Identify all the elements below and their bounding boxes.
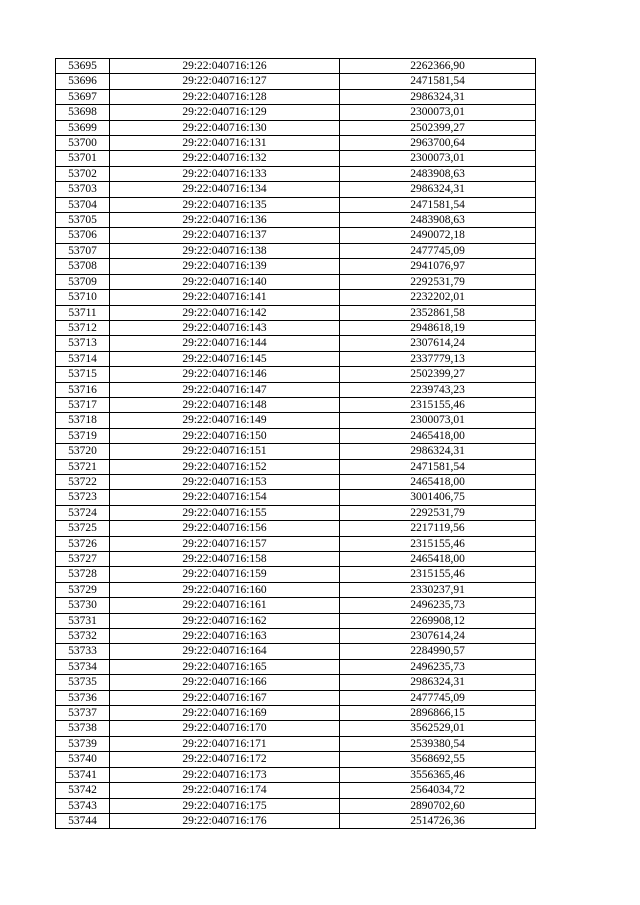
cadastral-number-cell: 29:22:040716:136: [110, 213, 340, 228]
value-cell: 2890702,60: [340, 798, 536, 813]
row-number-cell: 53742: [56, 783, 110, 798]
value-cell: 2307614,24: [340, 629, 536, 644]
value-cell: 2496235,73: [340, 598, 536, 613]
row-number-cell: 53740: [56, 752, 110, 767]
cadastral-number-cell: 29:22:040716:161: [110, 598, 340, 613]
table-row: [56, 59, 536, 74]
value-cell: 2483908,63: [340, 166, 536, 181]
cadastral-number-cell: 29:22:040716:164: [110, 644, 340, 659]
value-cell: 2262366,90: [340, 59, 536, 74]
row-number-cell: 53739: [56, 736, 110, 751]
table-row: [56, 290, 536, 305]
row-number-cell: 53701: [56, 151, 110, 166]
row-number-cell: 53737: [56, 706, 110, 721]
row-number-cell: 53734: [56, 659, 110, 674]
cadastral-number-cell: 29:22:040716:146: [110, 367, 340, 382]
row-number-cell: 53706: [56, 228, 110, 243]
value-cell: 2315155,46: [340, 397, 536, 412]
row-number-cell: 53735: [56, 675, 110, 690]
value-cell: 2239743,23: [340, 382, 536, 397]
value-cell: 3562529,01: [340, 721, 536, 736]
table-row: [56, 613, 536, 628]
cadastral-number-cell: 29:22:040716:140: [110, 274, 340, 289]
cadastral-number-cell: 29:22:040716:126: [110, 59, 340, 74]
value-cell: 2986324,31: [340, 444, 536, 459]
row-number-cell: 53699: [56, 120, 110, 135]
table-row: [56, 305, 536, 320]
cadastral-number-cell: 29:22:040716:171: [110, 736, 340, 751]
row-number-cell: 53696: [56, 74, 110, 89]
value-cell: 2300073,01: [340, 413, 536, 428]
cadastral-number-cell: 29:22:040716:144: [110, 336, 340, 351]
row-number-cell: 53741: [56, 767, 110, 782]
value-cell: 2352861,58: [340, 305, 536, 320]
value-cell: 3001406,75: [340, 490, 536, 505]
value-cell: 3568692,55: [340, 752, 536, 767]
value-cell: 2502399,27: [340, 120, 536, 135]
table-row: [56, 813, 536, 828]
row-number-cell: 53702: [56, 166, 110, 181]
cadastral-number-cell: 29:22:040716:131: [110, 136, 340, 151]
table-row: [56, 629, 536, 644]
table-row: [56, 552, 536, 567]
value-cell: 2465418,00: [340, 552, 536, 567]
cadastral-number-cell: 29:22:040716:159: [110, 567, 340, 582]
table-row: [56, 259, 536, 274]
cadastral-number-cell: 29:22:040716:175: [110, 798, 340, 813]
cadastral-number-cell: 29:22:040716:127: [110, 74, 340, 89]
row-number-cell: 53717: [56, 397, 110, 412]
cadastral-number-cell: 29:22:040716:174: [110, 783, 340, 798]
row-number-cell: 53703: [56, 182, 110, 197]
table-row: [56, 474, 536, 489]
row-number-cell: 53725: [56, 521, 110, 536]
value-cell: 2337779,13: [340, 351, 536, 366]
table-row: [56, 197, 536, 212]
row-number-cell: 53709: [56, 274, 110, 289]
row-number-cell: 53718: [56, 413, 110, 428]
cadastral-number-cell: 29:22:040716:160: [110, 582, 340, 597]
cadastral-number-cell: 29:22:040716:163: [110, 629, 340, 644]
row-number-cell: 53727: [56, 552, 110, 567]
table-row: [56, 151, 536, 166]
value-cell: 2292531,79: [340, 274, 536, 289]
cadastral-number-cell: 29:22:040716:172: [110, 752, 340, 767]
table-row: [56, 413, 536, 428]
row-number-cell: 53724: [56, 505, 110, 520]
value-cell: 2490072,18: [340, 228, 536, 243]
value-cell: 2539380,54: [340, 736, 536, 751]
value-cell: 2986324,31: [340, 182, 536, 197]
table-row: [56, 675, 536, 690]
table-row: [56, 182, 536, 197]
row-number-cell: 53730: [56, 598, 110, 613]
row-number-cell: 53722: [56, 474, 110, 489]
table-row: [56, 74, 536, 89]
table-row: [56, 783, 536, 798]
value-cell: 3556365,46: [340, 767, 536, 782]
value-cell: 2477745,09: [340, 690, 536, 705]
table-row: [56, 644, 536, 659]
row-number-cell: 53720: [56, 444, 110, 459]
table-row: [56, 536, 536, 551]
row-number-cell: 53716: [56, 382, 110, 397]
cadastral-number-cell: 29:22:040716:156: [110, 521, 340, 536]
cadastral-number-cell: 29:22:040716:148: [110, 397, 340, 412]
row-number-cell: 53707: [56, 243, 110, 258]
table-row: [56, 351, 536, 366]
cadastral-number-cell: 29:22:040716:145: [110, 351, 340, 366]
table-row: [56, 367, 536, 382]
value-cell: 2483908,63: [340, 213, 536, 228]
table-row: [56, 798, 536, 813]
cadastral-number-cell: 29:22:040716:133: [110, 166, 340, 181]
row-number-cell: 53697: [56, 89, 110, 104]
table-row: [56, 228, 536, 243]
cadastral-number-cell: 29:22:040716:137: [110, 228, 340, 243]
table-row: [56, 752, 536, 767]
row-number-cell: 53695: [56, 59, 110, 74]
value-cell: 2963700,64: [340, 136, 536, 151]
cadastral-number-cell: 29:22:040716:165: [110, 659, 340, 674]
cadastral-number-cell: 29:22:040716:173: [110, 767, 340, 782]
cadastral-number-cell: 29:22:040716:152: [110, 459, 340, 474]
row-number-cell: 53719: [56, 428, 110, 443]
table-row: [56, 397, 536, 412]
row-number-cell: 53705: [56, 213, 110, 228]
table-row: [56, 243, 536, 258]
table-row: [56, 382, 536, 397]
value-cell: 2300073,01: [340, 105, 536, 120]
value-cell: 2315155,46: [340, 567, 536, 582]
row-number-cell: 53710: [56, 290, 110, 305]
table-row: [56, 89, 536, 104]
table-row: [56, 582, 536, 597]
cadastral-number-cell: 29:22:040716:139: [110, 259, 340, 274]
table-row: [56, 336, 536, 351]
value-cell: 2896866,15: [340, 706, 536, 721]
cadastral-number-cell: 29:22:040716:132: [110, 151, 340, 166]
table-row: [56, 444, 536, 459]
row-number-cell: 53711: [56, 305, 110, 320]
row-number-cell: 53708: [56, 259, 110, 274]
table-row: [56, 274, 536, 289]
cadastral-number-cell: 29:22:040716:147: [110, 382, 340, 397]
row-number-cell: 53723: [56, 490, 110, 505]
row-number-cell: 53721: [56, 459, 110, 474]
table-row: [56, 490, 536, 505]
row-number-cell: 53714: [56, 351, 110, 366]
cadastral-number-cell: 29:22:040716:162: [110, 613, 340, 628]
cadastral-number-cell: 29:22:040716:129: [110, 105, 340, 120]
value-cell: 2465418,00: [340, 474, 536, 489]
cadastral-number-cell: 29:22:040716:170: [110, 721, 340, 736]
row-number-cell: 53733: [56, 644, 110, 659]
value-cell: 2948618,19: [340, 320, 536, 335]
value-cell: 2465418,00: [340, 428, 536, 443]
value-cell: 2502399,27: [340, 367, 536, 382]
table-row: [56, 428, 536, 443]
value-cell: 2471581,54: [340, 459, 536, 474]
table-row: [56, 459, 536, 474]
cadastral-number-cell: 29:22:040716:130: [110, 120, 340, 135]
cadastral-number-cell: 29:22:040716:149: [110, 413, 340, 428]
cadastral-number-cell: 29:22:040716:153: [110, 474, 340, 489]
value-cell: 2514726,36: [340, 813, 536, 828]
value-cell: 2315155,46: [340, 536, 536, 551]
table-row: [56, 521, 536, 536]
value-cell: 2941076,97: [340, 259, 536, 274]
table-row: [56, 736, 536, 751]
value-cell: 2284990,57: [340, 644, 536, 659]
cadastral-number-cell: 29:22:040716:155: [110, 505, 340, 520]
cadastral-number-cell: 29:22:040716:166: [110, 675, 340, 690]
row-number-cell: 53715: [56, 367, 110, 382]
table-row: [56, 721, 536, 736]
row-number-cell: 53744: [56, 813, 110, 828]
row-number-cell: 53729: [56, 582, 110, 597]
table-row: [56, 136, 536, 151]
value-cell: 2232202,01: [340, 290, 536, 305]
cadastral-number-cell: 29:22:040716:151: [110, 444, 340, 459]
cadastral-number-cell: 29:22:040716:167: [110, 690, 340, 705]
cadastral-number-cell: 29:22:040716:135: [110, 197, 340, 212]
row-number-cell: 53731: [56, 613, 110, 628]
cadastral-value-table: [55, 58, 536, 829]
table-row: [56, 706, 536, 721]
table-row: [56, 320, 536, 335]
cadastral-number-cell: 29:22:040716:169: [110, 706, 340, 721]
table-row: [56, 120, 536, 135]
value-cell: 2496235,73: [340, 659, 536, 674]
cadastral-number-cell: 29:22:040716:158: [110, 552, 340, 567]
cadastral-number-cell: 29:22:040716:128: [110, 89, 340, 104]
cadastral-number-cell: 29:22:040716:141: [110, 290, 340, 305]
row-number-cell: 53743: [56, 798, 110, 813]
value-cell: 2300073,01: [340, 151, 536, 166]
cadastral-number-cell: 29:22:040716:176: [110, 813, 340, 828]
table-row: [56, 213, 536, 228]
table-row: [56, 105, 536, 120]
table-row: [56, 505, 536, 520]
cadastral-number-cell: 29:22:040716:138: [110, 243, 340, 258]
row-number-cell: 53728: [56, 567, 110, 582]
table-row: [56, 767, 536, 782]
row-number-cell: 53738: [56, 721, 110, 736]
value-cell: 2477745,09: [340, 243, 536, 258]
cadastral-number-cell: 29:22:040716:143: [110, 320, 340, 335]
value-cell: 2986324,31: [340, 89, 536, 104]
value-cell: 2330237,91: [340, 582, 536, 597]
value-cell: 2471581,54: [340, 197, 536, 212]
value-cell: 2564034,72: [340, 783, 536, 798]
table-row: [56, 598, 536, 613]
cadastral-number-cell: 29:22:040716:142: [110, 305, 340, 320]
value-cell: 2986324,31: [340, 675, 536, 690]
table-body: [56, 59, 536, 829]
cadastral-number-cell: 29:22:040716:134: [110, 182, 340, 197]
table-row: [56, 166, 536, 181]
row-number-cell: 53713: [56, 336, 110, 351]
cadastral-number-cell: 29:22:040716:154: [110, 490, 340, 505]
row-number-cell: 53698: [56, 105, 110, 120]
row-number-cell: 53726: [56, 536, 110, 551]
row-number-cell: 53736: [56, 690, 110, 705]
row-number-cell: 53732: [56, 629, 110, 644]
table-row: [56, 567, 536, 582]
row-number-cell: 53712: [56, 320, 110, 335]
table-row: [56, 690, 536, 705]
value-cell: 2471581,54: [340, 74, 536, 89]
row-number-cell: 53704: [56, 197, 110, 212]
value-cell: 2269908,12: [340, 613, 536, 628]
table-row: [56, 659, 536, 674]
value-cell: 2307614,24: [340, 336, 536, 351]
cadastral-number-cell: 29:22:040716:150: [110, 428, 340, 443]
value-cell: 2217119,56: [340, 521, 536, 536]
row-number-cell: 53700: [56, 136, 110, 151]
cadastral-number-cell: 29:22:040716:157: [110, 536, 340, 551]
value-cell: 2292531,79: [340, 505, 536, 520]
